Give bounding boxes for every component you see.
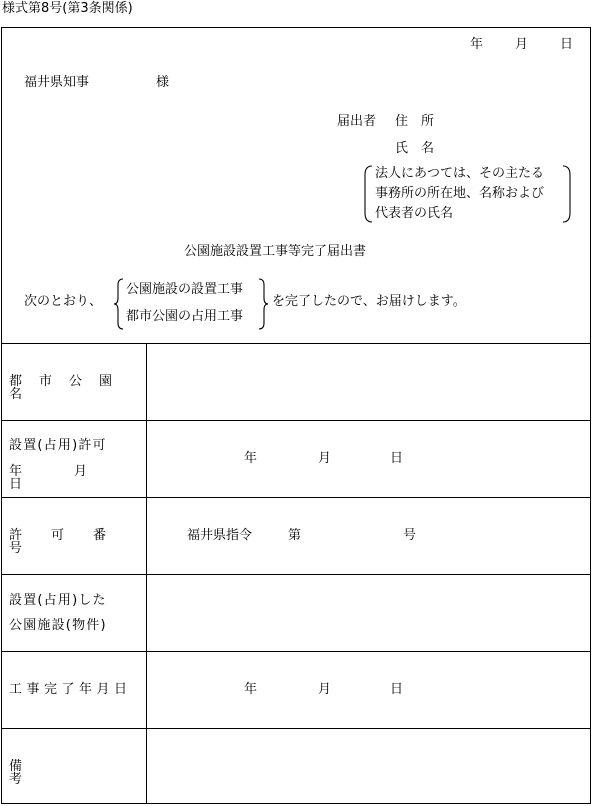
row-divider-4 (1, 651, 591, 652)
facility-label-line-1: 設置(占用)した (9, 593, 107, 608)
addressee-honorific: 様 (156, 75, 170, 90)
park-name-label (9, 375, 139, 401)
permit-number-dai: 第 (288, 528, 302, 543)
row-divider-2 (1, 497, 591, 498)
permit-number-prefix: 福井県指令 (187, 528, 253, 543)
completion-date-month: 月 (318, 682, 332, 697)
name-label: 氏 名 (395, 141, 435, 156)
row-divider-1 (1, 420, 591, 421)
permit-date-month: 月 (318, 451, 332, 466)
address-label: 住 所 (395, 114, 435, 129)
date-day-label: 日 (560, 37, 574, 52)
corporate-note-open-paren (364, 165, 374, 223)
table-top-border (1, 343, 591, 344)
statement-option-1: 公園施設の設置工事 (126, 282, 244, 297)
corporate-note-close-paren (562, 165, 572, 223)
completion-date-year: 年 (244, 682, 258, 697)
permit-number-go: 号 (403, 528, 417, 543)
corporate-note-line-2: 事務所の所在地、名称および (375, 186, 545, 201)
statement-option-2: 都市公園の占用工事 (126, 309, 244, 324)
addressee-name: 福井県知事 (24, 75, 90, 90)
permit-number-label: 許可番号 (9, 528, 136, 556)
corporate-note-line-3: 代表者の氏名 (375, 206, 454, 221)
completion-date-label: 工事完了年月日 (9, 682, 132, 697)
notifier-label: 届出者 (337, 114, 377, 129)
facility-label-line-2: 公園施設(物件) (9, 618, 107, 633)
permit-date-day: 日 (390, 451, 404, 466)
statement-suffix: を完了したので、お届けします。 (272, 294, 466, 309)
permit-date-label-line-2: 年月日 (9, 464, 140, 492)
options-open-brace (113, 278, 125, 330)
document-title: 公園施設設置工事等完了届出書 (184, 244, 367, 259)
row-divider-5 (1, 728, 591, 729)
date-year-label: 年 (470, 37, 484, 52)
statement-prefix: 次のとおり、 (24, 294, 103, 309)
options-close-brace (258, 278, 270, 330)
table-column-divider (146, 343, 147, 804)
remarks-label: 備考 (9, 759, 127, 787)
permit-date-label-line-1: 設置(占用)許可 (9, 438, 107, 453)
park-name-label-text: 都市公園名 (9, 374, 130, 402)
row-divider-3 (1, 574, 591, 575)
completion-date-day: 日 (390, 682, 404, 697)
form-number: 様式第8号(第3条関係) (2, 1, 133, 16)
permit-date-year: 年 (244, 451, 258, 466)
corporate-note-line-1: 法人にあつては、その主たる (375, 166, 545, 181)
date-month-label: 月 (515, 37, 529, 52)
